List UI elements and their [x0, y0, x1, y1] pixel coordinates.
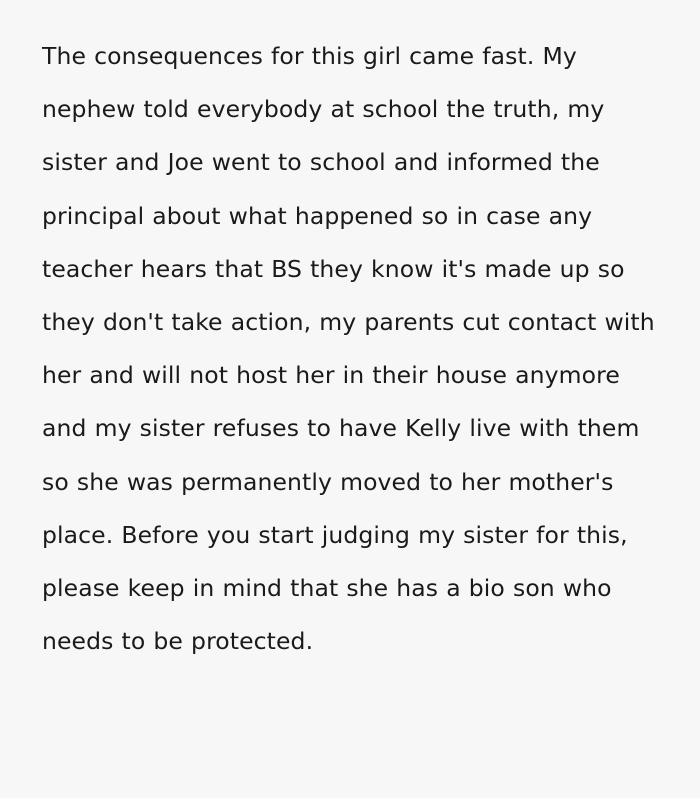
story-paragraph: The consequences for this girl came fast. My nephew told everybody at school the truth, my sister and Joe went to school and informed the principal about what happened so in case any teacher hears that BS they know it's made up so they don't take action, my parents cut contact with her and will not host her in their house anymore and my sister refuses to have Kelly live with them so she was permanently moved to her mother's place. Before you start judging my sister for this, please keep in mind that she has a bio son who needs to be protected.	[42, 42, 655, 656]
